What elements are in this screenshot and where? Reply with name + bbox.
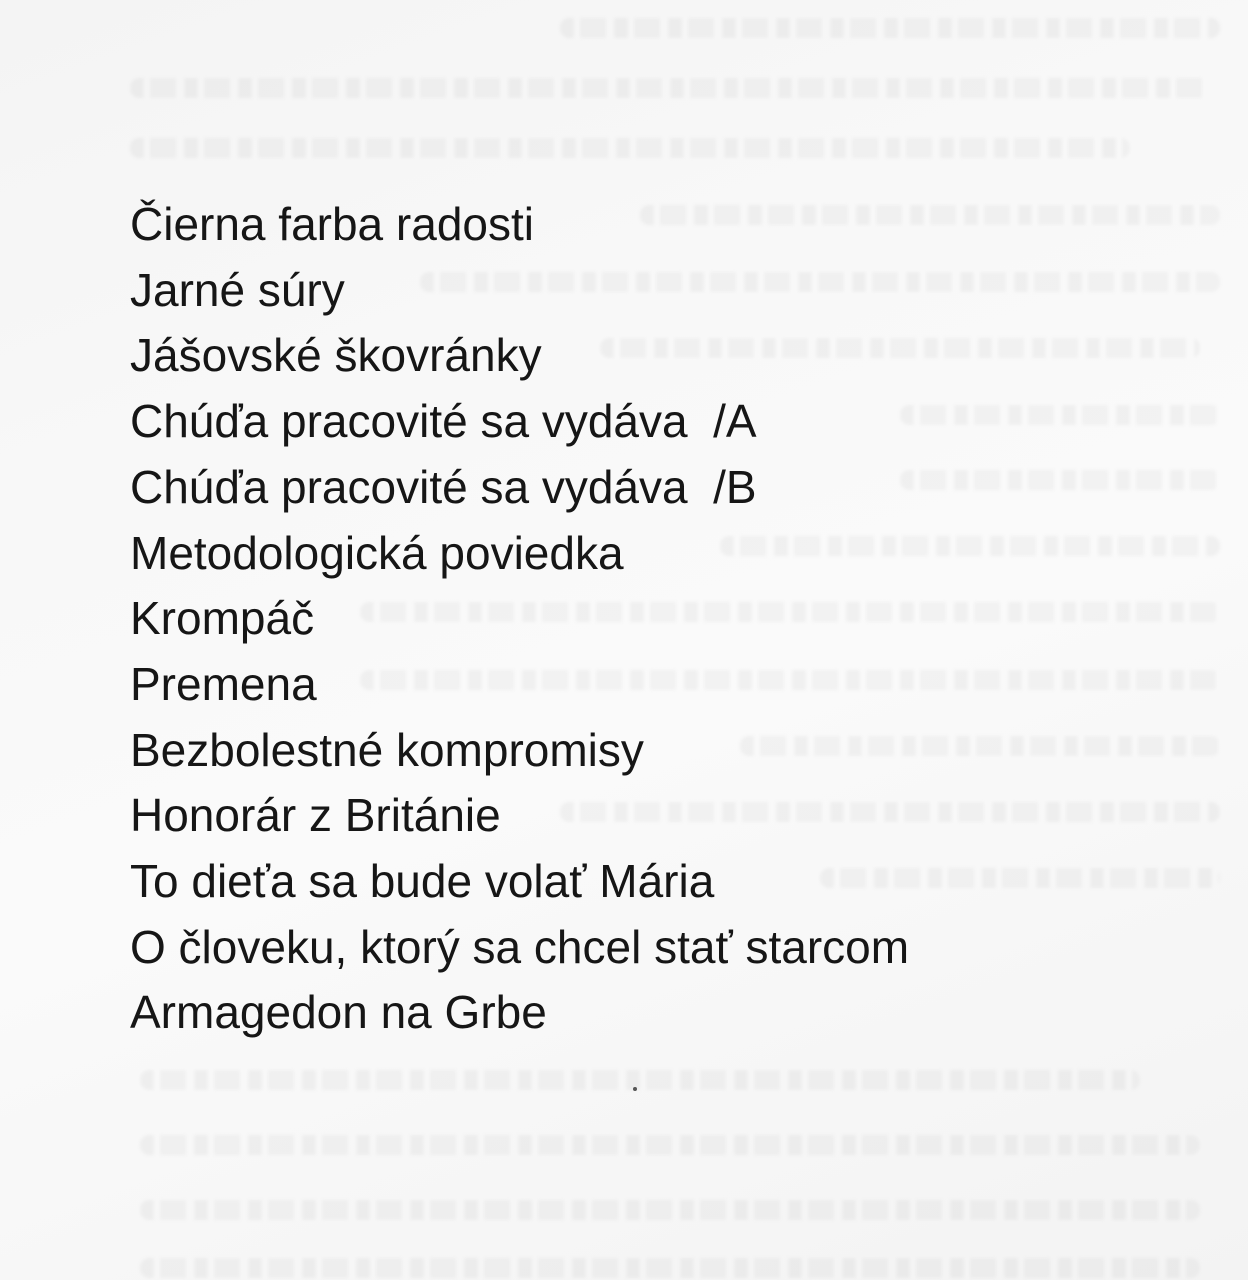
contents-item: O človeku, ktorý sa chcel stať starcom [130,920,910,973]
contents-item: Bezbolestné kompromisy [130,723,644,776]
contents-item: Metodologická poviedka [130,526,624,579]
contents-item: Chúďa pracovité sa vydáva /B [130,460,757,513]
contents-list [130,192,909,1046]
contents-item: Jášovské škovránky [130,329,542,382]
contents-item: To dieťa sa bude volať Mária [130,855,715,908]
contents-item: Armagedon na Grbe [130,986,547,1039]
contents-item: Čierna farba radosti [130,198,534,250]
contents-item: Chúďa pracovité sa vydáva /A [130,395,757,448]
contents-item: Jarné súry [130,263,345,316]
contents-item: Premena [130,657,317,710]
paper-speck [633,1087,637,1091]
contents-item: Krompáč [130,592,315,645]
contents-item: Honorár z Británie [130,789,501,842]
